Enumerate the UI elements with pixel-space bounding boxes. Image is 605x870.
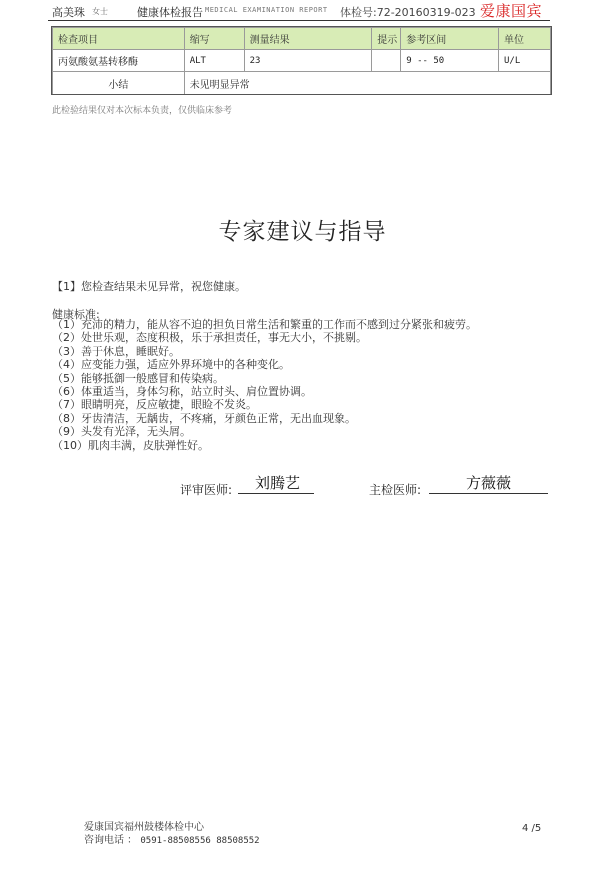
summary-label: 小结 <box>53 72 185 95</box>
patient-name: 高美珠 <box>52 6 85 19</box>
chief-sign-line <box>429 493 548 494</box>
cell-unit: U/L <box>499 50 551 72</box>
section-title: 专家建议与指导 <box>218 219 387 245</box>
header-rule <box>48 20 550 21</box>
list-item: （2）处世乐观，态度积极，乐于承担责任，事无大小，不挑剔。 <box>52 331 367 345</box>
column-header: 提示 <box>372 28 401 50</box>
cell-result: 23 <box>244 50 372 72</box>
phone-numbers: 0591-88508556 88508552 <box>140 836 260 846</box>
column-header: 测量结果 <box>244 28 372 50</box>
table-header-row <box>53 28 551 50</box>
list-item: （7）眼睛明亮，反应敏捷，眼睑不发炎。 <box>52 398 257 412</box>
column-header: 单位 <box>499 28 551 50</box>
cell-abbr: ALT <box>184 50 244 72</box>
list-item: （4）应变能力强，适应外界环境中的各种变化。 <box>52 358 290 372</box>
footer-center-name: 爱康国宾福州鼓楼体检中心 <box>84 822 204 833</box>
list-item: （9）头发有光泽，无头屑。 <box>52 425 191 439</box>
report-subtitle: MEDICAL EXAMINATION REPORT <box>205 6 328 14</box>
report-header <box>0 0 605 21</box>
reviewer-label: 评审医师: <box>180 483 233 497</box>
brand-logo: 爱康国宾 <box>480 2 543 20</box>
table-row <box>53 50 551 72</box>
exam-number: 体检号:72-20160319-023 <box>340 6 476 19</box>
column-header: 检查项目 <box>53 28 185 50</box>
list-item: （8）牙齿清洁，无龋齿，不疼痛，牙颜色正常，无出血现象。 <box>52 411 356 425</box>
list-item: （5）能够抵御一般感冒和传染病。 <box>52 371 224 385</box>
chief-label: 主检医师: <box>369 483 422 497</box>
column-header: 缩写 <box>184 28 244 50</box>
results-table <box>52 27 551 95</box>
cell-hint <box>372 50 401 72</box>
column-header: 参考区间 <box>401 28 499 50</box>
report-title: 健康体检报告 <box>137 6 203 19</box>
summary-value: 未见明显异常 <box>184 72 550 95</box>
page-number: 4 /5 <box>522 823 542 834</box>
reviewer-name: 刘腾艺 <box>255 474 301 492</box>
list-item: （10）肌肉丰满，皮肤弹性好。 <box>52 438 209 452</box>
disclaimer-note: 此检验结果仅对本次标本负责，仅供临床参考 <box>52 106 233 116</box>
list-item: （1）充沛的精力，能从容不迫的担负日常生活和繁重的工作而不感到过分紧张和疲劳。 <box>52 318 477 331</box>
reviewer-sign-line <box>238 493 314 494</box>
phone-label: 咨询电话 ： <box>84 835 138 846</box>
list-item: （3）善于休息，睡眠好。 <box>52 344 180 358</box>
standards-list <box>52 318 477 452</box>
cell-item: 丙氨酸氨基转移酶 <box>53 50 185 72</box>
advice-item: 【1】您检查结果未见异常，祝您健康。 <box>52 280 246 293</box>
chief-name: 方薇薇 <box>466 474 512 492</box>
list-item: （6）体重适当，身体匀称，站立时头、肩位置协调。 <box>52 384 312 398</box>
standards-title: 健康标准: <box>52 308 100 321</box>
cell-range: 9 -- 50 <box>401 50 499 72</box>
salutation: 女士 <box>92 7 108 16</box>
summary-row <box>53 72 551 95</box>
footer-phone <box>84 831 260 846</box>
